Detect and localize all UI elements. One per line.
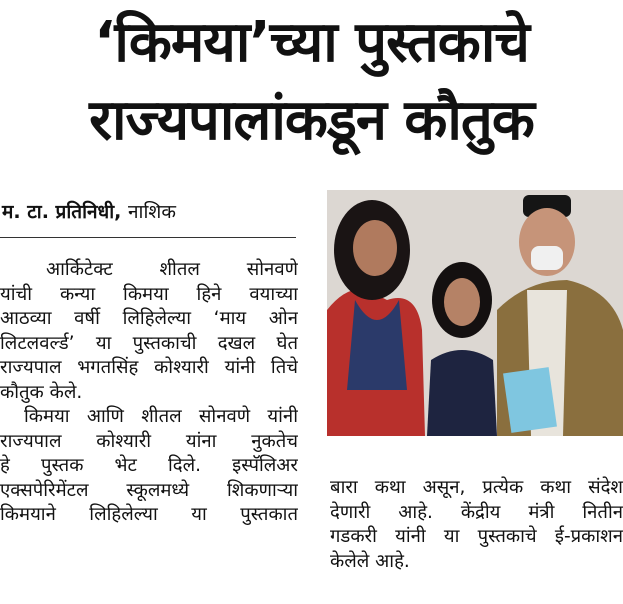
article-right-column bbox=[330, 476, 623, 574]
byline-divider bbox=[0, 237, 296, 238]
text-line: गडकरी यांनी या पुस्तकाचे ई-प्रकाशन bbox=[330, 526, 623, 547]
byline-reporter: म. टा. प्रतिनिधी, bbox=[2, 201, 122, 223]
text-line: केलेले आहे. bbox=[330, 550, 410, 572]
article-left-column bbox=[0, 258, 298, 528]
text-line: राज्यपाल भगतसिंह कोश्यारी यांनी तिचे bbox=[0, 357, 298, 378]
headline-line-1: ‘किमया’च्या पुस्तकाचे bbox=[94, 10, 529, 75]
byline bbox=[2, 198, 176, 224]
text-line: किमया आणि शीतल सोनवणे यांनी bbox=[24, 406, 298, 427]
byline-place: नाशिक bbox=[128, 201, 176, 223]
text-line: हे पुस्तक भेट दिले. इस्पॅलिअर bbox=[0, 455, 298, 476]
text-line: यांची कन्या किमया हिने वयाच्या bbox=[0, 283, 298, 305]
photo-illustration bbox=[327, 190, 623, 436]
text-line: बारा कथा असून, प्रत्येक कथा संदेश bbox=[330, 477, 623, 498]
headline-line-2: राज्यपालांकडून कौतुक bbox=[89, 88, 534, 153]
text-line: कौतुक केले. bbox=[0, 381, 83, 403]
text-line: किमयाने लिहिलेल्या या पुस्तकात bbox=[0, 504, 298, 525]
news-photo bbox=[327, 190, 623, 436]
text-line: लिटलवर्ल्ड’ या पुस्तकाची दखल घेत bbox=[0, 332, 298, 354]
text-line: देणारी आहे. केंद्रीय मंत्री नितीन bbox=[330, 501, 623, 523]
text-line: एक्सपेरिमेंटल स्कूलमध्ये शिकणाऱ्या bbox=[0, 479, 298, 501]
text-line: आठव्या वर्षी लिहिलेल्या ‘माय ओन bbox=[0, 308, 298, 329]
text-line: राज्यपाल कोश्यारी यांना नुकतेच bbox=[0, 430, 298, 452]
text-line: आर्किटेक्ट शीतल सोनवणे bbox=[46, 259, 298, 280]
